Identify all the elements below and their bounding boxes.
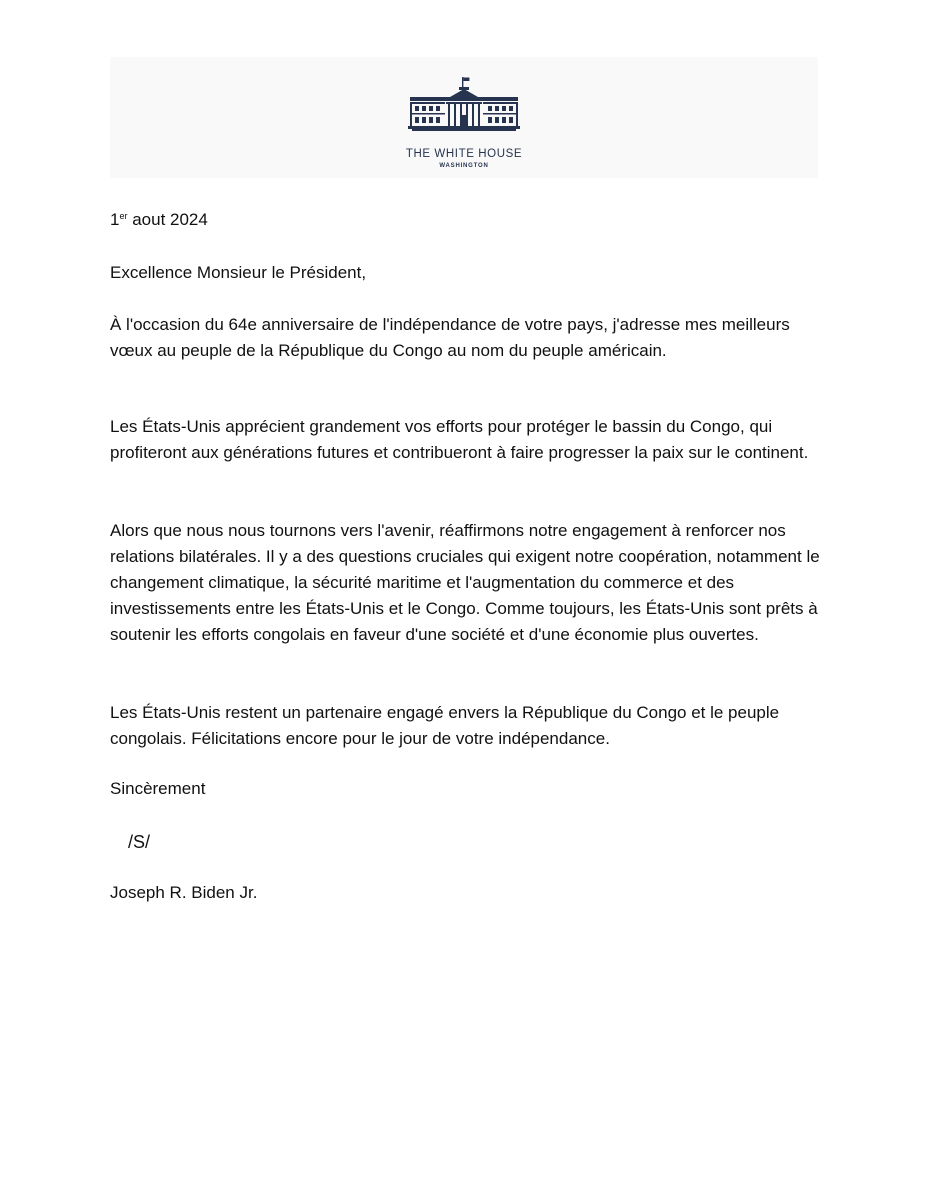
paragraph-3: Alors que nous nous tournons vers l'avenir, réaffirmons notre engagement à renforcer nos relations bilatérales. Il y a des questions cruciales qui exigent notre coopération, notamment le changement climatique, la sécurité maritime et l'augmentation du commerce et des investissements entre les États-Unis et le Congo. Comme toujours, les États-Unis sont prêts à soutenir les efforts congolais en faveur d'une société et d'une économie plus ouvertes. <box>110 521 820 644</box>
letterhead <box>110 57 818 178</box>
paragraph-1: À l'occasion du 64e anniversaire de l'indépendance de votre pays, j'adresse mes meilleurs vœux au peuple de la République du Congo au nom du peuple américain. <box>110 315 790 360</box>
date-day: 1 <box>110 210 120 229</box>
paragraph-4: Les États-Unis restent un partenaire engagé envers la République du Congo et le peuple congolais. Félicitations encore pour le jour de votre indépendance. <box>110 703 780 748</box>
date-month-year: aout 2024 <box>127 210 208 229</box>
salutation: Excellence Monsieur le Président, <box>110 263 367 282</box>
date-ordinal: er <box>119 211 128 221</box>
signer-name: Joseph R. Biden Jr. <box>110 883 258 902</box>
letterhead-subtitle: WASHINGTON <box>439 163 489 169</box>
paragraph-2: Les États-Unis apprécient grandement vos efforts pour protéger le bassin du Congo, qui profiteront aux générations futures et contribueront à faire progresser la paix sur le continent. <box>110 417 809 462</box>
letterhead-title: THE WHITE HOUSE <box>405 148 523 160</box>
signature: /S/ <box>128 832 151 852</box>
white-house-icon <box>408 77 520 145</box>
closing: Sincèrement <box>110 779 206 798</box>
letter-date <box>110 207 822 233</box>
